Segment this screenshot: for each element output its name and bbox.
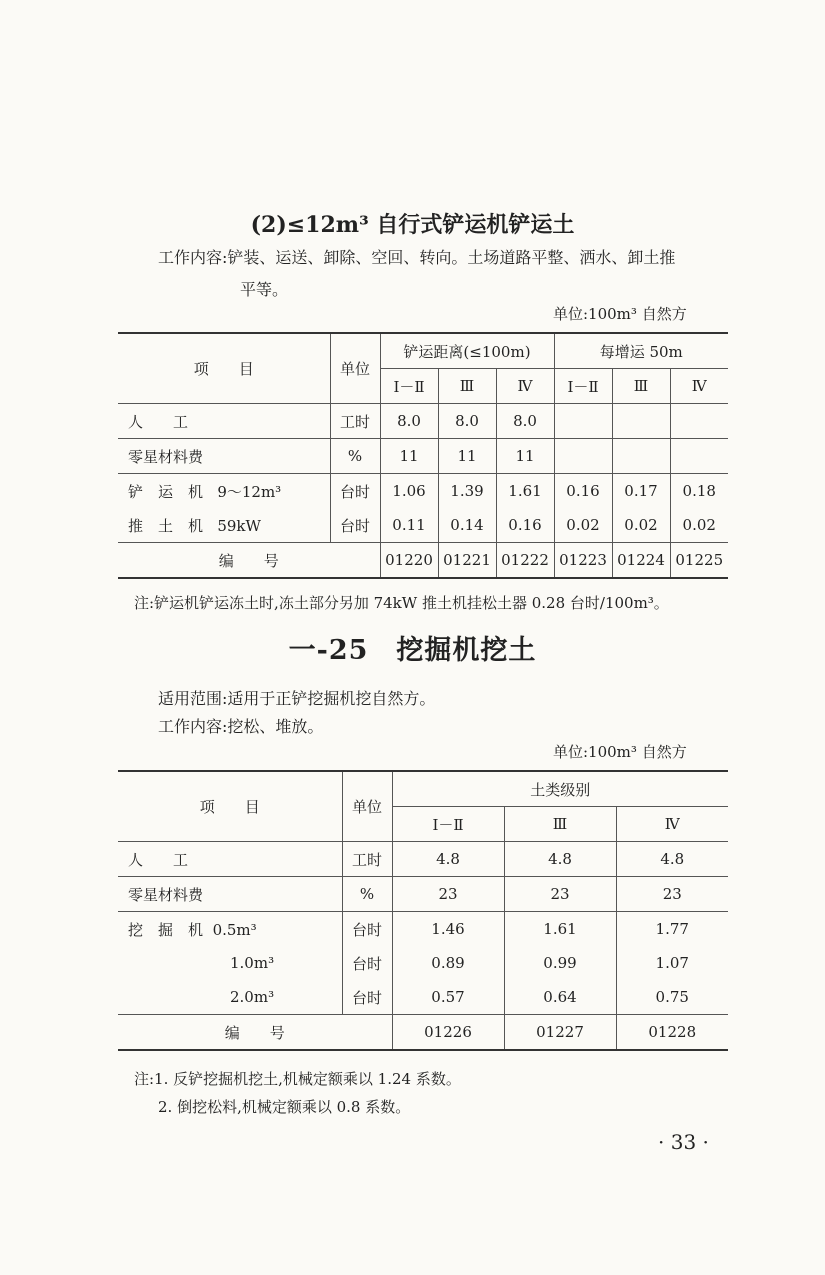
table2-subhead: Ⅰ－Ⅱ bbox=[392, 807, 504, 842]
row-name bbox=[118, 508, 330, 543]
section2-unit: 单位:100m³ 自然方 bbox=[553, 743, 687, 761]
code-cell: 01224 bbox=[612, 543, 670, 579]
section2-note-1: 注:1. 反铲挖掘机挖土,机械定额乘以 1.24 系数。 bbox=[134, 1070, 461, 1088]
cell: 11 bbox=[380, 439, 438, 474]
machine-name: 挖 掘 机 bbox=[128, 920, 204, 939]
cell: 0.02 bbox=[670, 508, 728, 543]
cell: 0.18 bbox=[670, 474, 728, 509]
row-unit: 工时 bbox=[330, 404, 380, 439]
code-cell: 01220 bbox=[380, 543, 438, 579]
cell bbox=[554, 439, 612, 474]
section2-title: 一-25 挖掘机挖土 bbox=[288, 635, 537, 666]
table1-header-distance: 铲运距离(≤100m) bbox=[380, 333, 554, 369]
cell: 0.02 bbox=[554, 508, 612, 543]
cell bbox=[612, 439, 670, 474]
cell: 0.11 bbox=[380, 508, 438, 543]
section1-title: (2)≤12m³ 自行式铲运机铲运土 bbox=[250, 212, 575, 238]
table-row bbox=[118, 946, 728, 980]
code-cell: 01228 bbox=[616, 1015, 728, 1051]
row-unit: % bbox=[342, 877, 392, 912]
cell: 0.14 bbox=[438, 508, 496, 543]
cell: 23 bbox=[504, 877, 616, 912]
cell: 1.77 bbox=[616, 912, 728, 947]
row-unit: 台时 bbox=[330, 508, 380, 543]
table1-subhead: Ⅲ bbox=[612, 369, 670, 404]
table2-header-item: 项 目 bbox=[118, 771, 342, 842]
cell: 0.16 bbox=[496, 508, 554, 543]
section1-unit: 单位:100m³ 自然方 bbox=[553, 305, 687, 323]
table1-header-unit: 单位 bbox=[330, 333, 380, 404]
code-cell: 01227 bbox=[504, 1015, 616, 1051]
code-cell: 01225 bbox=[670, 543, 728, 579]
table1-subhead: Ⅳ bbox=[670, 369, 728, 404]
machine-name: 推 土 机 bbox=[128, 516, 204, 535]
machine-name: 铲 运 机 bbox=[128, 482, 204, 501]
table-2 bbox=[118, 770, 728, 1051]
cell bbox=[670, 404, 728, 439]
cell bbox=[612, 404, 670, 439]
table1-subhead: Ⅰ－Ⅱ bbox=[380, 369, 438, 404]
cell: 1.39 bbox=[438, 474, 496, 509]
row-name bbox=[118, 912, 342, 947]
cell: 8.0 bbox=[380, 404, 438, 439]
row-unit: 工时 bbox=[342, 842, 392, 877]
machine-spec: 9～12m³ bbox=[217, 482, 282, 501]
machine-spec: 0.5m³ bbox=[212, 920, 257, 939]
section2-scope: 适用范围:适用于正铲挖掘机挖自然方。 bbox=[158, 689, 436, 708]
cell bbox=[554, 404, 612, 439]
table2-header-soil-class: 土类级别 bbox=[392, 771, 728, 807]
table-row bbox=[118, 508, 728, 543]
code-label: 编 号 bbox=[118, 1015, 392, 1051]
cell: 0.64 bbox=[504, 980, 616, 1015]
row-unit: 台时 bbox=[342, 946, 392, 980]
cell: 0.75 bbox=[616, 980, 728, 1015]
cell: 4.8 bbox=[504, 842, 616, 877]
cell: 1.07 bbox=[616, 946, 728, 980]
row-name bbox=[118, 474, 330, 509]
cell bbox=[670, 439, 728, 474]
section1-work-content-cont: 平等。 bbox=[240, 280, 289, 299]
row-unit: 台时 bbox=[342, 980, 392, 1015]
row-unit: 台时 bbox=[330, 474, 380, 509]
row-name: 人 工 bbox=[118, 404, 330, 439]
table-row bbox=[118, 439, 728, 474]
section2-work-content: 工作内容:挖松、堆放。 bbox=[158, 717, 324, 736]
table-row bbox=[118, 474, 728, 509]
cell: 1.46 bbox=[392, 912, 504, 947]
cell: 11 bbox=[438, 439, 496, 474]
machine-spec: 2.0m³ bbox=[230, 988, 275, 1006]
machine-spec: 1.0m³ bbox=[230, 954, 275, 972]
code-cell: 01221 bbox=[438, 543, 496, 579]
cell: 1.61 bbox=[496, 474, 554, 509]
row-name: 零星材料费 bbox=[118, 877, 342, 912]
row-unit: % bbox=[330, 439, 380, 474]
row-name bbox=[118, 946, 342, 980]
code-cell: 01222 bbox=[496, 543, 554, 579]
table1-header-per50m: 每增运 50m bbox=[554, 333, 728, 369]
table-row bbox=[118, 912, 728, 947]
cell: 0.99 bbox=[504, 946, 616, 980]
cell: 8.0 bbox=[438, 404, 496, 439]
cell: 4.8 bbox=[392, 842, 504, 877]
cell: 23 bbox=[392, 877, 504, 912]
code-label: 编 号 bbox=[118, 543, 380, 579]
cell: 0.17 bbox=[612, 474, 670, 509]
table-row bbox=[118, 980, 728, 1015]
table2-subhead: Ⅳ bbox=[616, 807, 728, 842]
cell: 23 bbox=[616, 877, 728, 912]
row-name: 人 工 bbox=[118, 842, 342, 877]
table-row-code bbox=[118, 543, 728, 579]
table-row bbox=[118, 842, 728, 877]
code-cell: 01226 bbox=[392, 1015, 504, 1051]
table2-subhead: Ⅲ bbox=[504, 807, 616, 842]
cell: 0.02 bbox=[612, 508, 670, 543]
table-row bbox=[118, 877, 728, 912]
section2-note-2: 2. 倒挖松料,机械定额乘以 0.8 系数。 bbox=[158, 1098, 411, 1116]
cell: 0.16 bbox=[554, 474, 612, 509]
cell: 0.57 bbox=[392, 980, 504, 1015]
table1-subhead: Ⅲ bbox=[438, 369, 496, 404]
section1-note: 注:铲运机铲运冻土时,冻土部分另加 74kW 推土机挂松土器 0.28 台时/100m³。 bbox=[134, 594, 669, 612]
table-1 bbox=[118, 332, 728, 579]
table2-header-unit: 单位 bbox=[342, 771, 392, 842]
table1-subhead: Ⅳ bbox=[496, 369, 554, 404]
cell: 11 bbox=[496, 439, 554, 474]
table1-subhead: Ⅰ－Ⅱ bbox=[554, 369, 612, 404]
code-cell: 01223 bbox=[554, 543, 612, 579]
cell: 4.8 bbox=[616, 842, 728, 877]
row-unit: 台时 bbox=[342, 912, 392, 947]
section1-work-content: 工作内容:铲装、运送、卸除、空回、转向。土场道路平整、洒水、卸土推 bbox=[158, 248, 676, 267]
table1-header-item: 项 目 bbox=[118, 333, 330, 404]
page-number: · 33 · bbox=[658, 1130, 709, 1154]
cell: 0.89 bbox=[392, 946, 504, 980]
table-row-code bbox=[118, 1015, 728, 1051]
cell: 1.61 bbox=[504, 912, 616, 947]
row-name: 零星材料费 bbox=[118, 439, 330, 474]
row-name bbox=[118, 980, 342, 1015]
table-row bbox=[118, 404, 728, 439]
cell: 8.0 bbox=[496, 404, 554, 439]
cell: 1.06 bbox=[380, 474, 438, 509]
machine-spec: 59kW bbox=[217, 516, 261, 535]
